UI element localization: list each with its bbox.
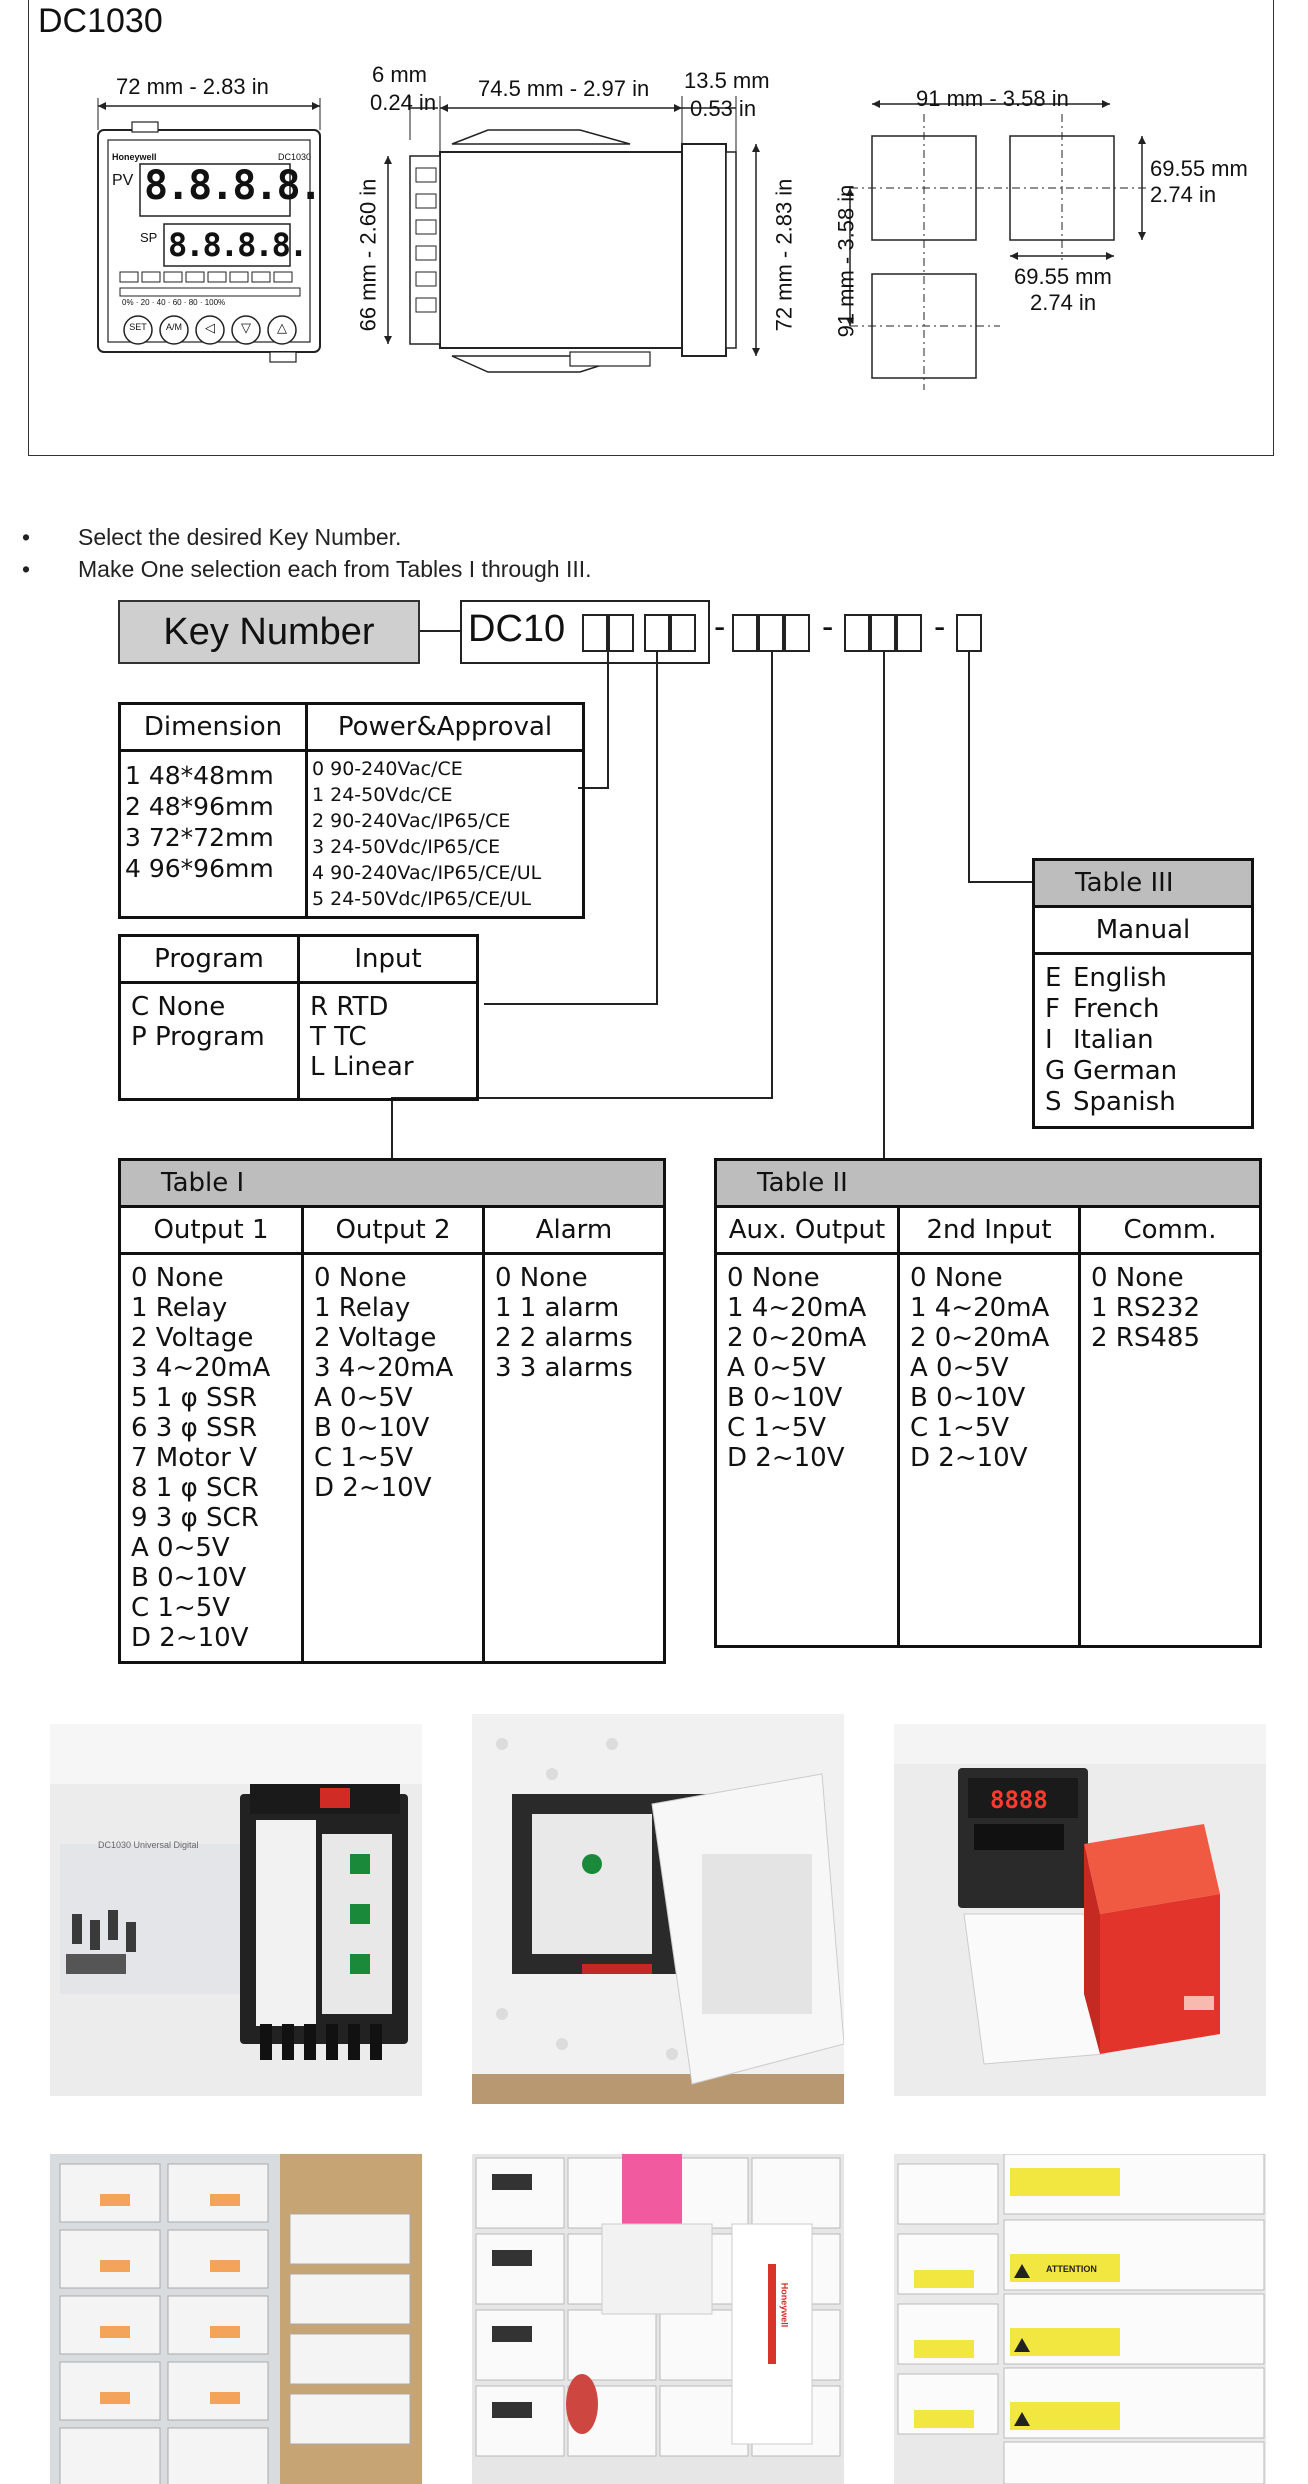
device-model-tag: DC1030 [278, 152, 312, 162]
dimension-option: 2 48*96mm [125, 792, 274, 821]
power-option: 1 24-50Vdc/CE [312, 784, 453, 806]
program-input-table [118, 934, 479, 1101]
second-input-option: 2 0~20mA [910, 1323, 1050, 1353]
output1-option: C 1~5V [131, 1593, 231, 1623]
output2-header: Output 2 [303, 1207, 484, 1254]
key-number-label: Key Number [118, 600, 420, 664]
second-input-option: B 0~10V [910, 1383, 1026, 1413]
output2-option: A 0~5V [314, 1383, 413, 1413]
instruction-1: Select the desired Key Number. [78, 524, 402, 550]
product-photo-3 [894, 1724, 1266, 2096]
am-key: A/M [165, 322, 182, 332]
input-option: L Linear [310, 1052, 414, 1082]
dimension-power-table [118, 702, 585, 919]
output1-option: 3 4~20mA [131, 1353, 271, 1383]
second-input-header: 2nd Input [899, 1207, 1080, 1254]
pv-display: 8.8.8.8. [144, 163, 321, 209]
up-key: △ [277, 320, 287, 335]
alarm-option: 3 3 alarms [495, 1353, 633, 1383]
comm-option: 0 None [1091, 1263, 1184, 1293]
bullet-icon: • [22, 556, 31, 582]
manual-language: English [1073, 963, 1167, 993]
output1-option: 6 3 φ SSR [131, 1413, 258, 1443]
photo-1-sticker: DC1030 Universal Digital [98, 1840, 199, 1850]
manual-option [1045, 1087, 1241, 1118]
program-option: P Program [131, 1022, 265, 1052]
set-key: SET [129, 322, 147, 332]
manual-language: Italian [1073, 1025, 1154, 1055]
aux-output-option: B 0~10V [727, 1383, 843, 1413]
manual-option [1045, 1056, 1241, 1087]
table-iii-title: Table III [1034, 860, 1253, 907]
manual-option [1045, 994, 1241, 1025]
sp-label: SP [140, 230, 158, 245]
second-input-option: A 0~5V [910, 1353, 1009, 1383]
terminal-depth-mm: 13.5 mm [684, 68, 770, 93]
second-input-option: D 2~10V [910, 1443, 1028, 1473]
program-option: C None [131, 992, 226, 1022]
cutout-width-mm: 69.55 mm [1150, 156, 1248, 181]
aux-output-option: A 0~5V [727, 1353, 826, 1383]
aux-output-option: 1 4~20mA [727, 1293, 867, 1323]
output1-option: 5 1 φ SSR [131, 1383, 258, 1413]
terminal-depth-in: 0.53 in [690, 96, 757, 121]
output1-option: 0 None [131, 1263, 224, 1293]
output1-header: Output 1 [120, 1207, 303, 1254]
bullet-icon: • [22, 524, 31, 550]
output2-option: 3 4~20mA [314, 1353, 454, 1383]
manual-code: F [1045, 994, 1060, 1024]
dimension-option: 4 96*96mm [125, 854, 274, 883]
comm-header: Comm. [1080, 1207, 1261, 1254]
product-photo-1 [50, 1724, 422, 2096]
body-depth-label: 74.5 mm - 2.97 in [478, 76, 650, 101]
power-option: 5 24-50Vdc/IP65/CE/UL [312, 888, 532, 910]
comm-option: 2 RS485 [1091, 1323, 1201, 1353]
left-key: ◁ [205, 320, 215, 335]
alarm-option: 1 1 alarm [495, 1293, 620, 1323]
manual-code: S [1045, 1087, 1062, 1117]
manual-code: I [1045, 1025, 1053, 1055]
aux-output-option: C 1~5V [727, 1413, 827, 1443]
input-option: R RTD [310, 992, 389, 1022]
output1-option: 1 Relay [131, 1293, 228, 1323]
manual-language: French [1073, 994, 1160, 1024]
dimension-option: 1 48*48mm [125, 761, 274, 790]
output2-option: 2 Voltage [314, 1323, 437, 1353]
output1-option: 8 1 φ SCR [131, 1473, 259, 1503]
manual-language: German [1073, 1056, 1178, 1086]
cutout-height-in: 2.74 in [1030, 290, 1097, 315]
instruction-2: Make One selection each from Tables I through III. [78, 556, 592, 582]
table-iii [1032, 858, 1254, 1129]
front-width-label: 72 mm - 2.83 in [116, 74, 269, 99]
cutout-width-in: 2.74 in [1150, 182, 1217, 207]
svg-text:8888: 8888 [990, 1786, 1048, 1814]
input-option: T TC [310, 1022, 367, 1052]
power-option: 4 90-240Vac/IP65/CE/UL [312, 862, 542, 884]
overall-height-label: 72 mm - 2.83 in [771, 178, 797, 332]
output1-option: B 0~10V [131, 1563, 247, 1593]
power-option: 2 90-240Vac/IP65/CE [312, 810, 511, 832]
dimension-option: 3 72*72mm [125, 823, 274, 852]
output1-option: D 2~10V [131, 1623, 249, 1653]
drawing-model-title: DC1030 [38, 2, 163, 40]
manual-code: G [1045, 1056, 1066, 1086]
output2-option: 1 Relay [314, 1293, 411, 1323]
pv-label: PV [112, 172, 134, 189]
down-key: ▽ [241, 320, 251, 335]
output2-option: B 0~10V [314, 1413, 430, 1443]
output2-option: D 2~10V [314, 1473, 432, 1503]
bar-scale: 0% · 20 · 40 · 60 · 80 · 100% [122, 298, 226, 307]
product-photo-6 [894, 2154, 1266, 2484]
key-dash: - [934, 608, 946, 646]
alarm-option: 2 2 alarms [495, 1323, 633, 1353]
device-brand: Honeywell [112, 152, 157, 162]
manual-code: E [1045, 963, 1062, 993]
aux-output-option: D 2~10V [727, 1443, 845, 1473]
manual-language: Spanish [1073, 1087, 1176, 1117]
output1-option: 2 Voltage [131, 1323, 254, 1353]
power-option: 0 90-240Vac/CE [312, 758, 463, 780]
bezel-depth-in: 0.24 in [370, 90, 437, 115]
panel-pitch-vertical: 91 mm - 3.58 in [833, 184, 859, 338]
table-ii [714, 1158, 1262, 1648]
cutout-height-mm: 69.55 mm [1014, 264, 1112, 289]
output1-option: 7 Motor V [131, 1443, 257, 1473]
second-input-option: C 1~5V [910, 1413, 1010, 1443]
output1-option: 9 3 φ SCR [131, 1503, 259, 1533]
alarm-option: 0 None [495, 1263, 588, 1293]
aux-output-header: Aux. Output [716, 1207, 899, 1254]
code-prefix: DC10 [468, 608, 566, 650]
photo-5-label: Honeywell [779, 2282, 790, 2328]
output2-option: 0 None [314, 1263, 407, 1293]
second-input-option: 0 None [910, 1263, 1003, 1293]
aux-output-option: 0 None [727, 1263, 820, 1293]
bezel-depth-mm: 6 mm [372, 62, 427, 87]
output2-option: C 1~5V [314, 1443, 414, 1473]
input-header: Input [299, 936, 478, 983]
program-header: Program [120, 936, 299, 983]
power-option: 3 24-50Vdc/IP65/CE [312, 836, 501, 858]
dimension-header: Dimension [120, 704, 307, 751]
output1-option: A 0~5V [131, 1533, 230, 1563]
panel-pitch-horizontal: 91 mm - 3.58 in [916, 86, 1069, 111]
manual-header: Manual [1034, 907, 1253, 954]
photo-6-label: ATTENTION [1046, 2264, 1097, 2274]
manual-option [1045, 963, 1241, 994]
second-input-option: 1 4~20mA [910, 1293, 1050, 1323]
product-photo-2 [472, 1714, 844, 2104]
alarm-header: Alarm [484, 1207, 665, 1254]
power-approval-header: Power&Approval [307, 704, 584, 751]
table-i [118, 1158, 666, 1664]
manual-option [1045, 1025, 1241, 1056]
table-i-title: Table I [120, 1160, 665, 1207]
table-ii-title: Table II [716, 1160, 1261, 1207]
side-height-label: 66 mm - 2.60 in [355, 178, 381, 332]
key-dash: - [714, 608, 726, 646]
key-dash: - [822, 608, 834, 646]
product-photo-4 [50, 2154, 422, 2484]
sp-display: 8.8.8.8. [168, 226, 307, 264]
aux-output-option: 2 0~20mA [727, 1323, 867, 1353]
comm-option: 1 RS232 [1091, 1293, 1201, 1323]
